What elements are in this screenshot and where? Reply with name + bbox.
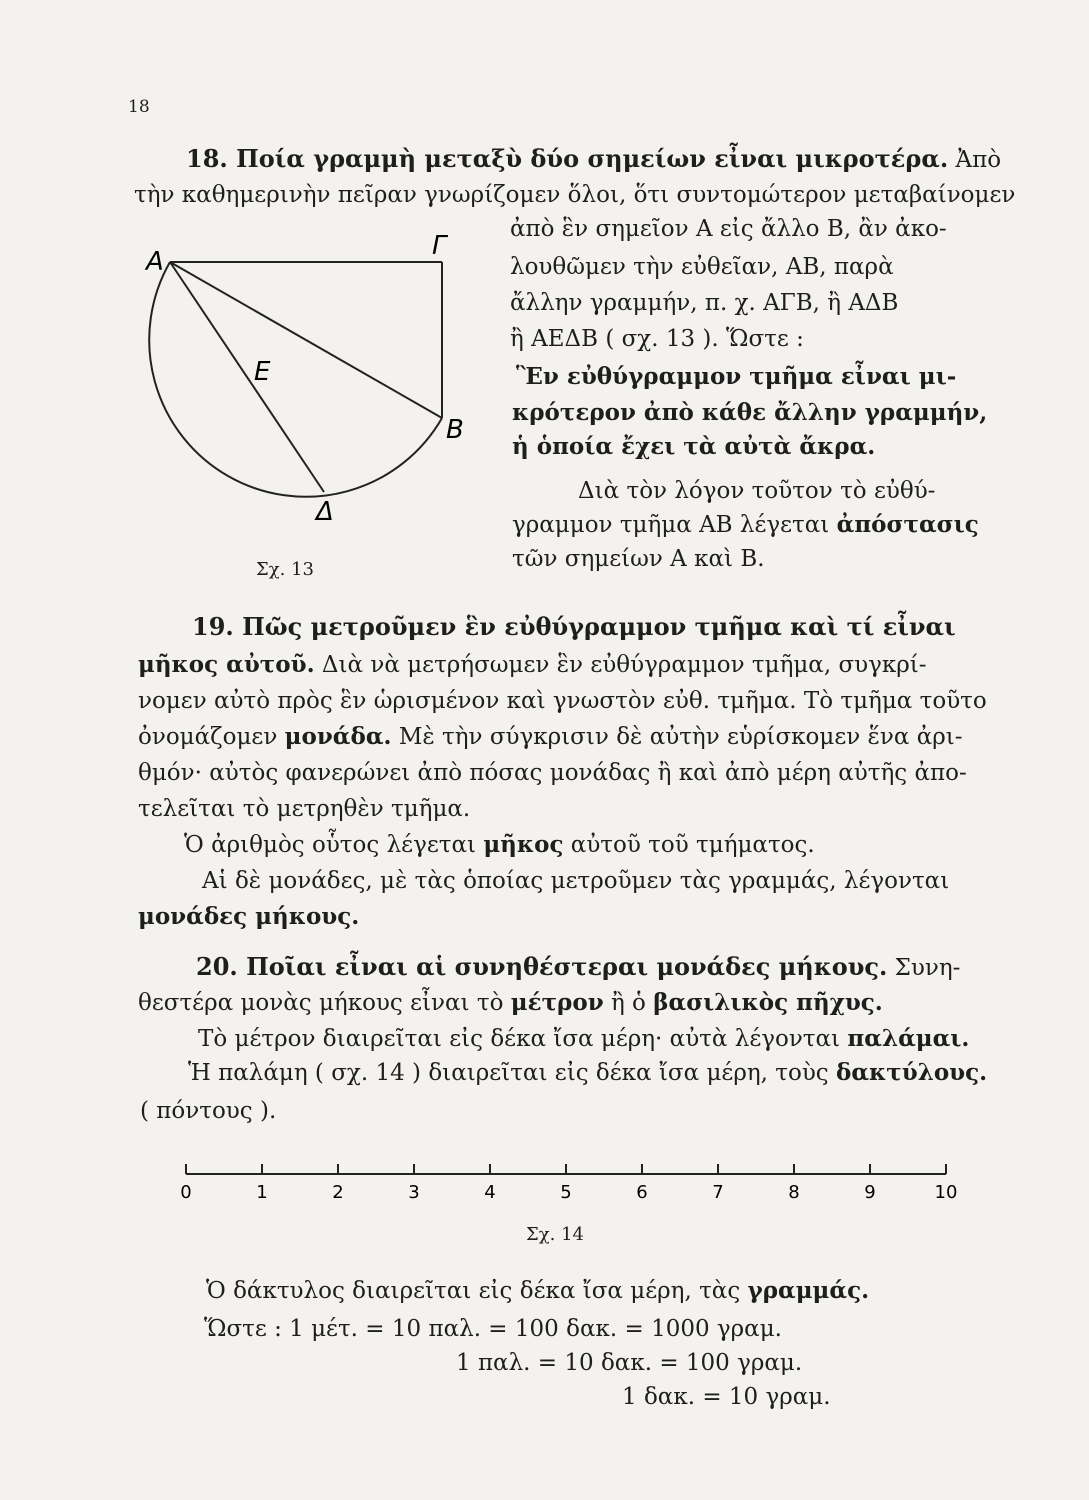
segment-ad xyxy=(170,262,324,492)
figure-13-diagram xyxy=(130,230,470,530)
label-e: Ε xyxy=(254,357,271,387)
ruler-tick-label: 10 xyxy=(934,1182,958,1203)
section-18-line2: τὴν καθημερινὴν πεῖραν γνωρίζομεν ὅλοι, ὅτι συντομώτερον μεταβαίνομεν xyxy=(134,182,1016,208)
figure-14-caption: Σχ. 14 xyxy=(526,1224,584,1245)
ruler-tick-label: 8 xyxy=(788,1182,800,1203)
ruler-tick-label: 4 xyxy=(484,1182,496,1203)
section-20-line2-b: ἢ ὁ xyxy=(610,990,646,1016)
section-18-first-line xyxy=(186,144,1001,175)
length-term: μῆκος αὐτοῦ. xyxy=(138,651,315,678)
ruler-tick-label: 0 xyxy=(180,1182,192,1203)
section-19-line6: τελεῖται τὸ μετρηθὲν τμῆμα. xyxy=(138,796,471,822)
ruler-tick-label: 3 xyxy=(408,1182,420,1203)
section-19-line4-b: Μὲ τὴν σύγκρισιν δὲ αὐτὴν εὑρίσκομεν ἕνα ἀρι- xyxy=(398,724,963,750)
ruler-tick-label: 9 xyxy=(864,1182,876,1203)
metre-term: μέτρον xyxy=(510,989,604,1016)
section-19-line3: νομεν αὐτὸ πρὸς ἓν ὡρισμένον καὶ γνωστὸν εὐθ. τμῆμα. Τὸ τμῆμα τοῦτο xyxy=(138,688,987,714)
ruler-tick-label: 7 xyxy=(712,1182,724,1203)
section-18-line4: λουθῶμεν τὴν εὐθεῖαν, ΑΒ, παρὰ xyxy=(510,254,894,280)
section-19-line7-a: Ὁ ἀριθμὸς οὗτος λέγεται xyxy=(184,832,477,858)
unit-term: μονάδα. xyxy=(284,723,392,750)
palm-term: παλάμαι. xyxy=(847,1025,970,1052)
section-20-first-line xyxy=(196,952,960,983)
equation-1: Ὥστε : 1 μέτ. = 10 παλ. = 100 δακ. = 1000 γραμ. xyxy=(204,1316,782,1342)
rule-line1: Ἓν εὐθύγραμμον τμῆμα εἶναι μι- xyxy=(516,363,957,390)
section-19-line7-b: αὐτοῦ τοῦ τμήματος. xyxy=(570,832,815,858)
section-18-line1-rest: Ἀπὸ xyxy=(955,147,1002,173)
ruler-tick-label: 1 xyxy=(256,1182,268,1203)
section-19-line9: μονάδες μήκους. xyxy=(138,903,360,930)
section-20-title: 20. Ποῖαι εἶναι αἱ συνηθέστεραι μονάδες μήκους. xyxy=(196,952,888,981)
ruler-tick-label: 2 xyxy=(332,1182,344,1203)
ruler-tick-label: 6 xyxy=(636,1182,648,1203)
section-19-title: 19. Πῶς μετροῦμεν ἓν εὐθύγραμμον τμῆμα καὶ τί εἶναι xyxy=(192,612,956,641)
section-18-title: 18. Ποία γραμμὴ μεταξὺ δύο σημείων εἶναι μικροτέρα. xyxy=(186,144,949,173)
section-20-line4 xyxy=(188,1058,987,1088)
section-18-line5: ἄλλην γραμμήν, π. χ. ΑΓΒ, ἢ ΑΔΒ xyxy=(510,290,899,316)
section-19-line2 xyxy=(138,650,927,680)
section-20-line3 xyxy=(198,1024,969,1054)
distance-line1: Διὰ τὸν λόγον τοῦτον τὸ εὐθύ- xyxy=(578,478,936,504)
label-a: Α xyxy=(146,247,164,277)
figure-14-ruler xyxy=(170,1160,960,1210)
section-19-line2-rest: Διὰ νὰ μετρήσωμεν ἓν εὐθύγραμμον τμῆμα, συγκρί- xyxy=(321,652,927,678)
distance-line2 xyxy=(512,510,979,540)
section-19-line4-a: ὀνομάζομεν xyxy=(138,724,278,750)
royal-cubit-term: βασιλικὸς πῆχυς. xyxy=(653,989,883,1016)
section-18-line6: ἢ ΑΕΔΒ ( σχ. 13 ). Ὥστε : xyxy=(510,326,804,352)
equation-3: 1 δακ. = 10 γραμ. xyxy=(622,1384,831,1410)
section-19-line5: θμόν· αὐτὸς φανερώνει ἀπὸ πόσας μονάδας ἢ καὶ ἀπὸ μέρη αὐτῆς ἀπο- xyxy=(138,760,967,786)
section-20-line2-a: θεστέρα μονὰς μήκους εἶναι τὸ xyxy=(138,990,504,1016)
final-line1 xyxy=(206,1276,869,1306)
label-b: Β xyxy=(446,415,464,445)
label-d: Δ xyxy=(316,497,334,527)
section-18-line3: ἀπὸ ἓν σημεῖον Α εἰς ἄλλο Β, ἂν ἀκο- xyxy=(510,216,947,242)
ruler-tick-label: 5 xyxy=(560,1182,572,1203)
section-19-line7 xyxy=(184,830,815,860)
distance-term: ἀπόστασις xyxy=(836,511,979,538)
section-19-line4 xyxy=(138,722,963,752)
section-20-line4-a: Ἡ παλάμη ( σχ. 14 ) διαιρεῖται εἰς δέκα ἴσα μέρη, τοὺς xyxy=(188,1060,829,1086)
distance-line2-text: γραμμον τμῆμα ΑΒ λέγεται xyxy=(512,512,830,538)
length-term-2: μῆκος xyxy=(483,831,564,858)
finger-term: δακτύλους. xyxy=(836,1059,988,1086)
section-20-line2 xyxy=(138,988,883,1018)
label-g: Γ xyxy=(432,231,447,261)
final-line1-a: Ὁ δάκτυλος διαιρεῖται εἰς δέκα ἴσα μέρη, τὰς xyxy=(206,1278,741,1304)
distance-line3: τῶν σημείων Α καὶ Β. xyxy=(512,546,765,572)
section-20-line5: ( πόντους ). xyxy=(140,1098,277,1124)
page-number: 18 xyxy=(128,97,150,117)
section-20-line3-a: Τὸ μέτρον διαιρεῖται εἰς δέκα ἴσα μέρη· αὐτὰ λέγονται xyxy=(198,1026,841,1052)
figure-13-caption: Σχ. 13 xyxy=(256,559,314,580)
segment-ab xyxy=(170,262,442,418)
equation-2: 1 παλ. = 10 δακ. = 100 γραμ. xyxy=(456,1350,803,1376)
line-unit-term: γραμμάς. xyxy=(747,1277,870,1304)
rule-line3: ἡ ὁποία ἔχει τὰ αὐτὰ ἄκρα. xyxy=(512,433,876,460)
rule-line2: κρότερον ἀπὸ κάθε ἄλλην γραμμήν, xyxy=(512,399,988,426)
section-20-title-rest: Συνη- xyxy=(894,955,961,981)
section-19-line8: Αἱ δὲ μονάδες, μὲ τὰς ὁποίας μετροῦμεν τὰς γραμμάς, λέγονται xyxy=(202,868,950,894)
